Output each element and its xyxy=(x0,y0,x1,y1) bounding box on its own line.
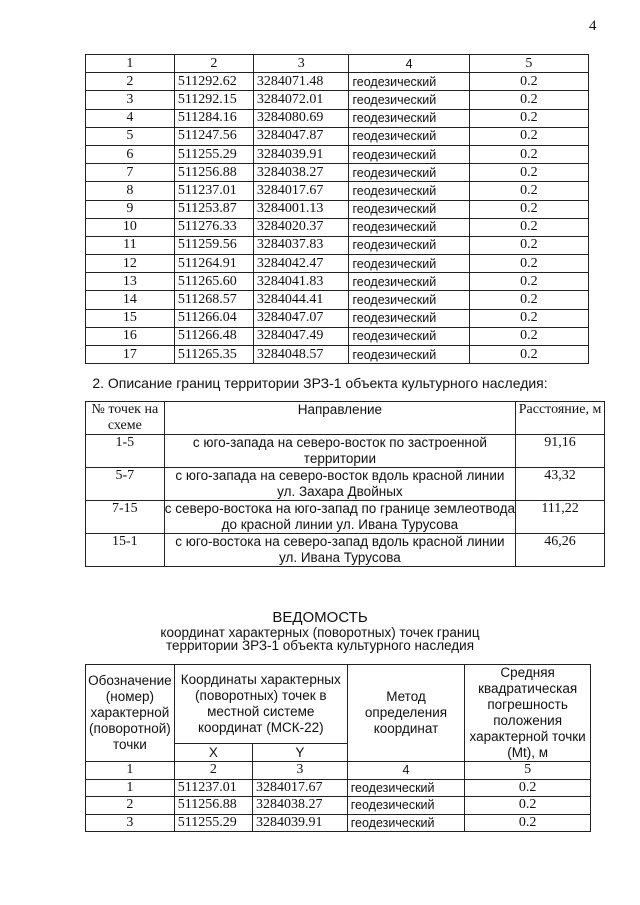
method: геодезический xyxy=(347,814,465,832)
error: 0.2 xyxy=(465,797,591,815)
point-number: 14 xyxy=(86,291,175,309)
table-row xyxy=(86,200,589,218)
method: геодезический xyxy=(349,309,469,327)
method: геодезический xyxy=(349,273,469,291)
y-coordinate: 3284020.37 xyxy=(253,218,349,236)
header-x: X xyxy=(174,744,252,762)
error: 0.2 xyxy=(469,309,588,327)
error: 0.2 xyxy=(469,109,588,127)
y-coordinate: 3284041.83 xyxy=(253,273,349,291)
segment-distance: 43,32 xyxy=(516,468,605,501)
x-coordinate: 511292.15 xyxy=(174,91,253,109)
point-number: 8 xyxy=(86,182,175,200)
point-number: 2 xyxy=(86,73,175,91)
error: 0.2 xyxy=(465,814,591,832)
method: геодезический xyxy=(349,200,469,218)
point-number: 3 xyxy=(86,814,175,832)
table-row xyxy=(86,73,589,91)
y-coordinate: 3284017.67 xyxy=(253,779,348,797)
segment-distance: 111,22 xyxy=(516,501,605,534)
segment-direction: с юго-запада на северо-восток вдоль красной линии ул. Захара Двойных xyxy=(164,468,515,501)
x-coordinate: 511284.16 xyxy=(174,109,253,127)
error: 0.2 xyxy=(469,164,588,182)
segment-direction: с юго-востока на северо-запад вдоль красной линии ул. Ивана Турусова xyxy=(164,534,515,567)
method: геодезический xyxy=(349,145,469,163)
x-coordinate: 511264.91 xyxy=(174,255,253,273)
point-number: 17 xyxy=(86,346,175,364)
point-number: 7 xyxy=(86,164,175,182)
y-coordinate: 3284037.83 xyxy=(253,236,349,254)
error: 0.2 xyxy=(469,182,588,200)
table-row xyxy=(86,797,591,815)
method: геодезический xyxy=(349,164,469,182)
segment-points: 5-7 xyxy=(86,468,165,501)
column-number-2: 2 xyxy=(174,55,253,73)
y-coordinate: 3284039.91 xyxy=(253,814,348,832)
method: геодезический xyxy=(349,346,469,364)
vedomost-header-row-1 xyxy=(86,665,591,744)
table-row xyxy=(86,164,589,182)
segment-distance: 46,26 xyxy=(516,534,605,567)
segment-points: 7-15 xyxy=(86,501,165,534)
method: геодезический xyxy=(349,109,469,127)
point-number: 15 xyxy=(86,309,175,327)
vedomost-title: ВЕДОМОСТЬ xyxy=(272,609,368,626)
column-number-3: 3 xyxy=(253,762,348,780)
x-coordinate: 511255.29 xyxy=(174,145,253,163)
point-number: 11 xyxy=(86,236,175,254)
table-row xyxy=(86,291,589,309)
x-coordinate: 511247.56 xyxy=(174,127,253,145)
column-numbers-row xyxy=(86,762,591,780)
x-coordinate: 511237.01 xyxy=(174,182,253,200)
error: 0.2 xyxy=(469,200,588,218)
point-number: 13 xyxy=(86,273,175,291)
x-coordinate: 511237.01 xyxy=(174,779,252,797)
header-method: Метод определения координат xyxy=(347,665,465,762)
table-row xyxy=(86,435,605,468)
point-number: 2 xyxy=(86,797,175,815)
segment-points: 15-1 xyxy=(86,534,165,567)
table-row xyxy=(86,468,605,501)
vedomost-subtitle-line-1: координат характерных (поворотных) точек границ xyxy=(160,625,480,640)
vedomost-subtitle-line-2: территории ЗРЗ-1 объекта культурного наследия xyxy=(165,638,475,653)
table-row xyxy=(86,127,589,145)
column-number-4: 4 xyxy=(349,55,469,73)
error: 0.2 xyxy=(469,127,588,145)
column-number-1: 1 xyxy=(86,762,175,780)
y-coordinate: 3284017.67 xyxy=(253,182,349,200)
table-row xyxy=(86,218,589,236)
y-coordinate: 3284047.49 xyxy=(253,327,349,345)
x-coordinate: 511253.87 xyxy=(174,200,253,218)
vedomost-subtitle xyxy=(0,626,640,652)
column-number-2: 2 xyxy=(174,762,252,780)
point-number: 9 xyxy=(86,200,175,218)
segment-distance: 91,16 xyxy=(516,435,605,468)
x-coordinate: 511256.88 xyxy=(174,797,252,815)
method: геодезический xyxy=(349,236,469,254)
y-coordinate: 3284072.01 xyxy=(253,91,349,109)
coordinates-table-continued xyxy=(85,54,589,364)
error: 0.2 xyxy=(465,779,591,797)
error: 0.2 xyxy=(469,346,588,364)
point-number: 12 xyxy=(86,255,175,273)
segment-points: 1-5 xyxy=(86,435,165,468)
point-number: 10 xyxy=(86,218,175,236)
x-coordinate: 511265.60 xyxy=(174,273,253,291)
y-coordinate: 3284044.41 xyxy=(253,291,349,309)
y-coordinate: 3284080.69 xyxy=(253,109,349,127)
x-coordinate: 511268.57 xyxy=(174,291,253,309)
table-row xyxy=(86,309,589,327)
point-number: 4 xyxy=(86,109,175,127)
vedomost-table-body xyxy=(86,665,591,832)
error: 0.2 xyxy=(469,255,588,273)
header-points: № точек на схеме xyxy=(86,402,165,435)
table-row xyxy=(86,501,605,534)
error: 0.2 xyxy=(469,73,588,91)
segment-direction: с юго-запада на северо-восток по застроенной территории xyxy=(164,435,515,468)
y-coordinate: 3284038.27 xyxy=(253,797,348,815)
y-coordinate: 3284047.07 xyxy=(253,309,349,327)
table-row xyxy=(86,91,589,109)
y-coordinate: 3284001.13 xyxy=(253,200,349,218)
x-coordinate: 511292.62 xyxy=(174,73,253,91)
column-number-3: 3 xyxy=(253,55,349,73)
table-row xyxy=(86,814,591,832)
table-row xyxy=(86,346,589,364)
error: 0.2 xyxy=(469,327,588,345)
method: геодезический xyxy=(349,255,469,273)
y-coordinate: 3284071.48 xyxy=(253,73,349,91)
error: 0.2 xyxy=(469,291,588,309)
table-row xyxy=(86,145,589,163)
table-header-row xyxy=(86,402,605,435)
header-y: Y xyxy=(253,744,348,762)
y-coordinate: 3284048.57 xyxy=(253,346,349,364)
x-coordinate: 511256.88 xyxy=(174,164,253,182)
method: геодезический xyxy=(349,91,469,109)
point-number: 3 xyxy=(86,91,175,109)
method: геодезический xyxy=(349,182,469,200)
vedomost-table xyxy=(85,664,591,832)
x-coordinate: 511276.33 xyxy=(174,218,253,236)
error: 0.2 xyxy=(469,145,588,163)
section-2-title: 2. Описание границ территории ЗРЗ-1 объекта культурного наследия: xyxy=(92,375,548,391)
column-number-4: 4 xyxy=(347,762,465,780)
method: геодезический xyxy=(349,218,469,236)
column-number-5: 5 xyxy=(469,55,588,73)
method: геодезический xyxy=(349,73,469,91)
x-coordinate: 511266.48 xyxy=(174,327,253,345)
header-distance: Расстояние, м xyxy=(516,402,605,435)
column-number-5: 5 xyxy=(465,762,591,780)
error: 0.2 xyxy=(469,218,588,236)
point-number: 6 xyxy=(86,145,175,163)
method: геодезический xyxy=(347,779,465,797)
table-row xyxy=(86,236,589,254)
point-number: 5 xyxy=(86,127,175,145)
header-designation: Обозначение (номер) характерной (поворотной) точки xyxy=(86,665,175,762)
header-coordinates: Координаты характерных (поворотных) точек в местной системе координат (МСК-22) xyxy=(174,665,347,744)
method: геодезический xyxy=(347,797,465,815)
table-row xyxy=(86,109,589,127)
table-row xyxy=(86,273,589,291)
point-number: 1 xyxy=(86,779,175,797)
x-coordinate: 511259.56 xyxy=(174,236,253,254)
boundary-description-table xyxy=(85,401,605,567)
x-coordinate: 511265.35 xyxy=(174,346,253,364)
x-coordinate: 511266.04 xyxy=(174,309,253,327)
point-number: 16 xyxy=(86,327,175,345)
y-coordinate: 3284047.87 xyxy=(253,127,349,145)
error: 0.2 xyxy=(469,91,588,109)
table-row xyxy=(86,779,591,797)
y-coordinate: 3284038.27 xyxy=(253,164,349,182)
error: 0.2 xyxy=(469,236,588,254)
table-row xyxy=(86,255,589,273)
header-error: Средняя квадратическая погрешность положения характерной точки (Mt), м xyxy=(465,665,591,762)
segment-direction: с северо-востока на юго-запад по границе землеотвода до красной линии ул. Ивана Турусова xyxy=(164,501,516,532)
method: геодезический xyxy=(349,291,469,309)
table-row xyxy=(86,182,589,200)
coordinates-table-body xyxy=(86,55,589,364)
table-row xyxy=(86,327,589,345)
x-coordinate: 511255.29 xyxy=(174,814,252,832)
page-number: 4 xyxy=(589,18,597,34)
y-coordinate: 3284042.47 xyxy=(253,255,349,273)
method: геодезический xyxy=(349,327,469,345)
column-number-1: 1 xyxy=(86,55,175,73)
boundary-description-body xyxy=(86,402,605,567)
y-coordinate: 3284039.91 xyxy=(253,145,349,163)
header-direction: Направление xyxy=(164,402,515,435)
table-row xyxy=(86,534,605,567)
method: геодезический xyxy=(349,127,469,145)
table-header-row xyxy=(86,55,589,73)
error: 0.2 xyxy=(469,273,588,291)
